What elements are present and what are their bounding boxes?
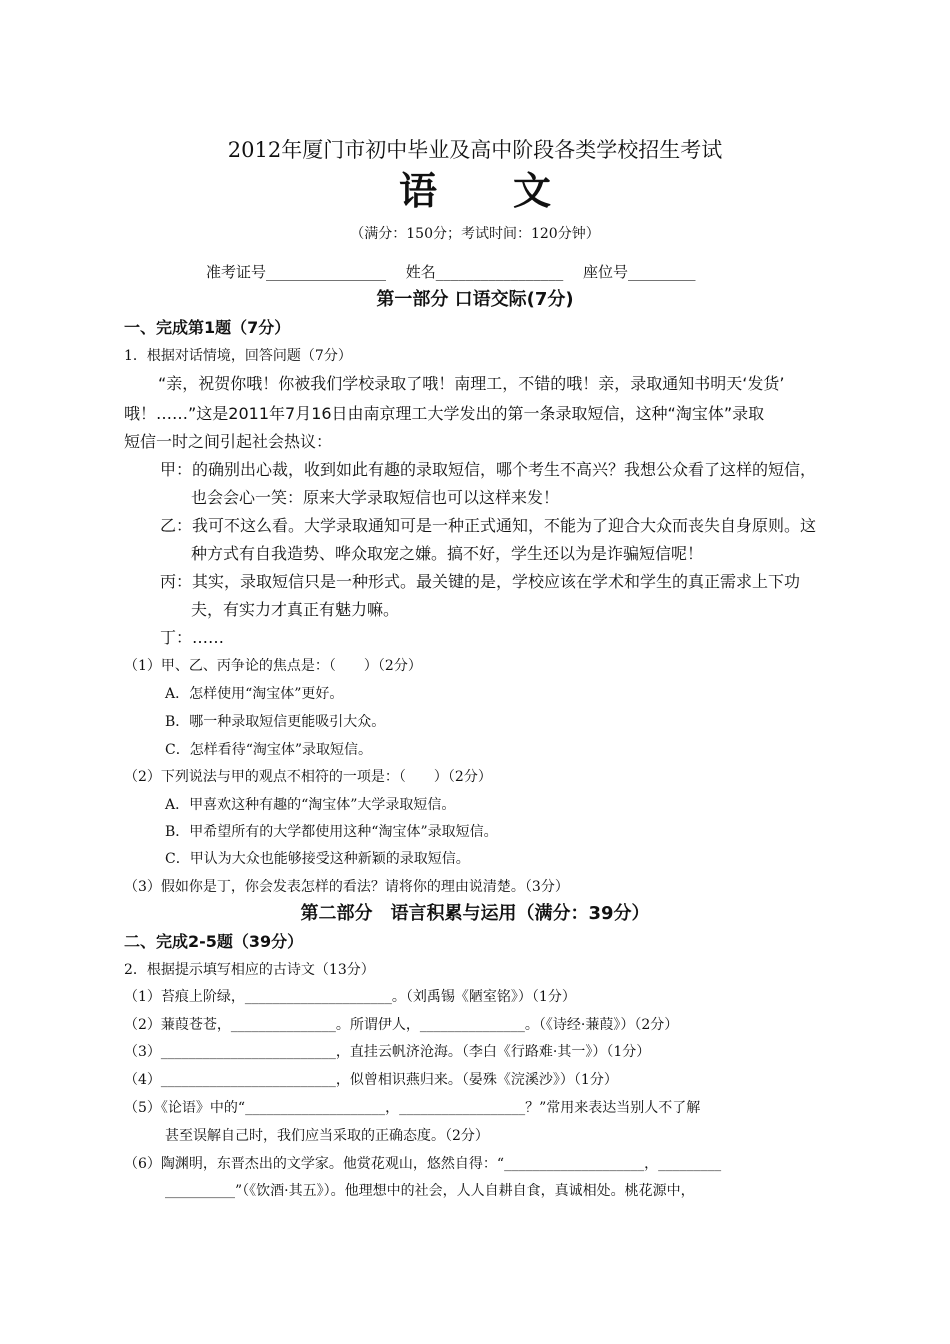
- q1-sub2-option: B．甲希望所有的大学都使用这种“淘宝体”录取短信。: [165, 824, 498, 840]
- q2-fill-line: （5）《论语》中的“____________________，__________________？”常用来表达当别人不了解: [124, 1100, 701, 1116]
- dialogue-line: 甲：的确别出心裁，收到如此有趣的录取短信，哪个考生不高兴？我想公众看了这样的短信，: [160, 460, 817, 479]
- part1-title: 第一部分 口语交际(7分): [376, 289, 574, 310]
- q1-sub1-stem: （1）甲、乙、丙争论的焦点是：（ ）（2分）: [124, 658, 422, 674]
- q1-sub1-option: C．怎样看待“淘宝体”录取短信。: [165, 742, 373, 758]
- subject-title: 语 文: [398, 168, 551, 213]
- part1-section: 一、完成第1题（7分）: [124, 318, 291, 337]
- q2-fill-line: __________”（《饮酒·其五》）。他理想中的社会，人人自耕自食，真诚相处。桃花源中，: [165, 1183, 695, 1199]
- dialogue-line: 种方式有自我造势、哗众取宠之嫌。搞不好，学生还以为是诈骗短信呢！: [191, 544, 704, 563]
- passage-line: 短信一时之间引起社会热议：: [124, 432, 333, 451]
- dialogue-line: 丁：……: [160, 628, 225, 647]
- q2-prompt: 2．根据提示填写相应的古诗文（13分）: [124, 962, 375, 978]
- q2-fill-line: （3）_________________________，直挂云帆济沧海。（李白《行路难·其一》）（1分）: [124, 1044, 651, 1060]
- q2-fill-line: 甚至误解自己时，我们应当采取的正确态度。（2分）: [165, 1128, 489, 1144]
- passage-line: 哦！……”这是2011年7月16日由南京理工大学发出的第一条录取短信，这种“淘宝体”录取: [124, 404, 765, 423]
- q1-sub2-stem: （2）下列说法与甲的观点不相符的一项是：（ ）（2分）: [124, 769, 492, 785]
- q2-fill-line: （6）陶渊明，东晋杰出的文学家。他赏花观山，悠然自得：“____________________，_________: [124, 1156, 722, 1172]
- q1-prompt: 1．根据对话情境，回答问题（7分）: [124, 348, 352, 364]
- dialogue-line: 乙：我可不这么看。大学录取通知可是一种正式通知，不能为了迎合大众而丧失自身原则。这: [160, 516, 817, 535]
- dialogue-line: 丙：其实，录取短信只是一种形式。最关键的是，学校应该在学术和学生的真正需求上下功: [160, 572, 801, 591]
- dialogue-line: 夫，有实力才真正有魅力嘛。: [191, 600, 400, 619]
- q1-sub1-option: B．哪一种录取短信更能吸引大众。: [165, 714, 386, 730]
- q1-sub3: （3）假如你是丁，你会发表怎样的看法？请将你的理由说清楚。（3分）: [124, 879, 569, 895]
- q1-sub1-option: A．怎样使用“淘宝体”更好。: [165, 686, 344, 702]
- q1-sub2-option: C．甲认为大众也能够接受这种新颖的录取短信。: [165, 851, 470, 867]
- exam-title: 2012年厦门市初中毕业及高中阶段各类学校招生考试: [227, 138, 723, 162]
- q1-sub2-option: A．甲喜欢这种有趣的“淘宝体”大学录取短信。: [165, 797, 456, 813]
- q2-fill-line: （1）苔痕上阶绿，_____________________。（刘禹锡《陋室铭》）（1分）: [124, 989, 576, 1005]
- part2-title: 第二部分 语言积累与运用（满分：39分）: [300, 903, 650, 924]
- q2-fill-line: （4）_________________________，似曾相识燕归来。（晏殊《浣溪沙》）（1分）: [124, 1072, 618, 1088]
- dialogue-line: 也会会心一笑：原来大学录取短信也可以这样来发！: [191, 488, 560, 507]
- passage-line: “亲，祝贺你哦！你被我们学校录取了哦！南理工，不错的哦！亲，录取通知书明天‘发货’: [158, 374, 785, 393]
- candidate-id-line: 准考证号________________ 姓名_________________ 座位号_________: [206, 263, 696, 281]
- part2-section: 二、完成2-5题（39分）: [124, 932, 304, 951]
- q2-fill-line: （2）蒹葭苍苍，_______________。所谓伊人，_______________。（《诗经·蒹葭》）（2分）: [124, 1017, 679, 1033]
- exam-info: （满分：150分；考试时间：120分钟）: [350, 226, 600, 242]
